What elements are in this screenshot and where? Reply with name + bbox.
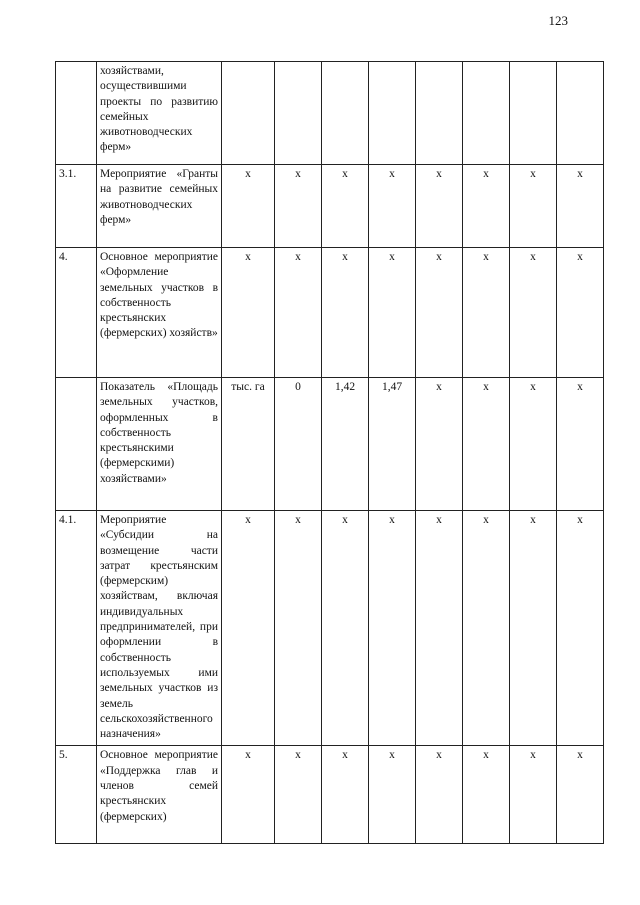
row-value: 0 [275,378,322,511]
row-value: х [510,165,557,248]
row-value: х [557,378,604,511]
row-number: 3.1. [56,165,97,248]
row-value [463,62,510,165]
row-value: х [510,511,557,746]
row-unit: х [222,165,275,248]
row-value: х [510,746,557,844]
row-number: 4. [56,248,97,378]
row-value [510,62,557,165]
row-name: Основное мероприятие «Поддержка глав и членов семей крестьянских (фермерских) [97,746,222,844]
row-number: 5. [56,746,97,844]
row-value: х [322,511,369,746]
row-value: х [557,165,604,248]
table-row [56,165,604,248]
row-value: х [322,165,369,248]
row-value: х [463,248,510,378]
table-row [56,511,604,746]
row-value: 1,42 [322,378,369,511]
row-number [56,378,97,511]
row-name: Показатель «Площадь земельных участков, оформленных в собственность крестьянскими (фермерскими) хозяйствами» [97,378,222,511]
row-value: х [463,378,510,511]
row-value: х [510,248,557,378]
row-unit [222,62,275,165]
row-value: х [557,746,604,844]
row-unit: х [222,746,275,844]
row-value [322,62,369,165]
row-name: Основное мероприятие «Оформление земельных участков в собственность крестьянских (фермерских) хозяйств» [97,248,222,378]
row-value: х [275,746,322,844]
row-value: 1,47 [369,378,416,511]
row-value: х [416,746,463,844]
row-name: Мероприятие «Субсидии на возмещение части затрат крестьянским (фермерским) хозяйствам, включая индивидуальных предпринимателей, при оформлении в собственность используемых ими земельных участков из земель сельскохозяйственного назначения» [97,511,222,746]
row-unit: х [222,248,275,378]
row-name: хозяйствами, осуществившими проекты по развитию семейных животноводческих ферм» [97,62,222,165]
row-value: х [557,248,604,378]
row-value [369,62,416,165]
row-value [416,62,463,165]
row-value: х [275,248,322,378]
table-row [56,378,604,511]
row-value: х [275,165,322,248]
row-value: х [416,378,463,511]
row-value: х [369,165,416,248]
row-value: х [369,511,416,746]
row-value: х [416,511,463,746]
page-number: 123 [548,13,568,28]
row-value: х [510,378,557,511]
row-value: х [463,511,510,746]
row-value: х [322,248,369,378]
row-value: х [275,511,322,746]
table-row [56,62,604,165]
row-value: х [369,248,416,378]
row-value: х [463,165,510,248]
row-value [275,62,322,165]
table-row [56,746,604,844]
row-unit: тыс. га [222,378,275,511]
table-row [56,248,604,378]
row-value: х [557,511,604,746]
row-value: х [416,165,463,248]
row-number [56,62,97,165]
row-number: 4.1. [56,511,97,746]
row-name: Мероприятие «Гранты на развитие семейных животноводческих ферм» [97,165,222,248]
row-value: х [369,746,416,844]
row-value: х [322,746,369,844]
program-table [55,61,604,844]
row-value [557,62,604,165]
row-unit: х [222,511,275,746]
row-value: х [463,746,510,844]
row-value: х [416,248,463,378]
